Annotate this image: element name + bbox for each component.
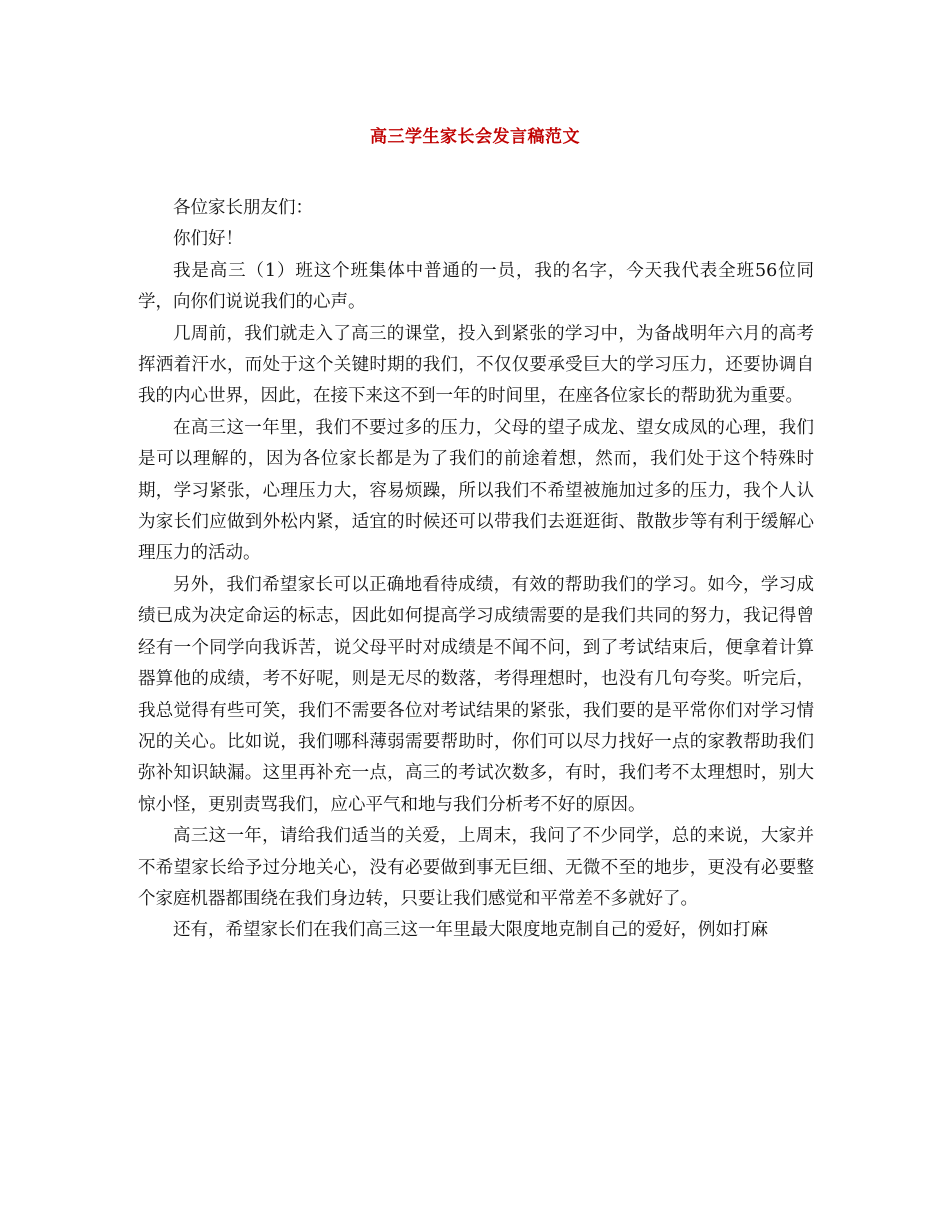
paragraph-introduction: 我是高三（1）班这个班集体中普通的一员，我的名字，今天我代表全班56位同学，向你们说说我们的心声。 (138, 260, 814, 313)
paragraph-care: 高三这一年，请给我们适当的关爱，上周末，我问了不少同学，总的来说，大家并不希望家长给予过分地关心，没有必要做到事无巨细、无微不至的地步，更没有必要整个家庭机器都围绕在我们身边转，只要让我们感觉和平常差不多就好了。 (138, 826, 814, 909)
document-body (138, 193, 814, 947)
paragraph-greeting: 各位家长朋友们： (173, 198, 313, 218)
document-title: 高三学生家长会发言稿范文 (370, 127, 580, 147)
paragraph-pressure: 在高三这一年里，我们不要过多的压力，父母的望子成龙、望女成凤的心理，我们是可以理解的，因为各位家长都是为了我们的前途着想，然而，我们处于这个特殊时期，学习紧张，心理压力大，容易烦躁，所以我们不希望被施加过多的压力，我个人认为家长们应做到外松内紧，适宜的时候还可以带我们去逛逛街、散散步等有利于缓解心理压力的活动。 (138, 417, 814, 564)
paragraph-hello: 你们好！ (173, 229, 243, 250)
paragraph-hobbies: 还有，希望家长们在我们高三这一年里最大限度地克制自己的爱好，例如打麻 (173, 920, 768, 941)
paragraph-senior-year: 几周前，我们就走入了高三的课堂，投入到紧张的学习中，为备战明年六月的高考挥洒着汗水，而处于这个关键时期的我们，不仅仅要承受巨大的学习压力，还要协调自我的内心世界，因此，在接下来这不到一年的时间里，在座各位家长的帮助犹为重要。 (138, 323, 814, 407)
paragraph-grades: 另外，我们希望家长可以正确地看待成绩，有效的帮助我们的学习。如今，学习成绩已成为决定命运的标志，因此如何提高学习成绩需要的是我们共同的努力，我记得曾经有一个同学向我诉苦，说父母平时对成绩是不闻不问，到了考试结束后，便拿着计算器算他的成绩，考不好呢，则是无尽的数落，考得理想时，也没有几句夸奖。听完后，我总觉得有些可笑，我们不需要各位对考试结果的紧张，我们要的是平常你们对学习情况的关心。比如说，我们哪科薄弱需要帮助时，你们可以尽力找好一点的家教帮助我们弥补知识缺漏。这里再补充一点，高三的考试次数多，有时，我们考不太理想时，别大惊小怪，更别责骂我们，应心平气和地与我们分析考不好的原因。 (138, 574, 814, 815)
